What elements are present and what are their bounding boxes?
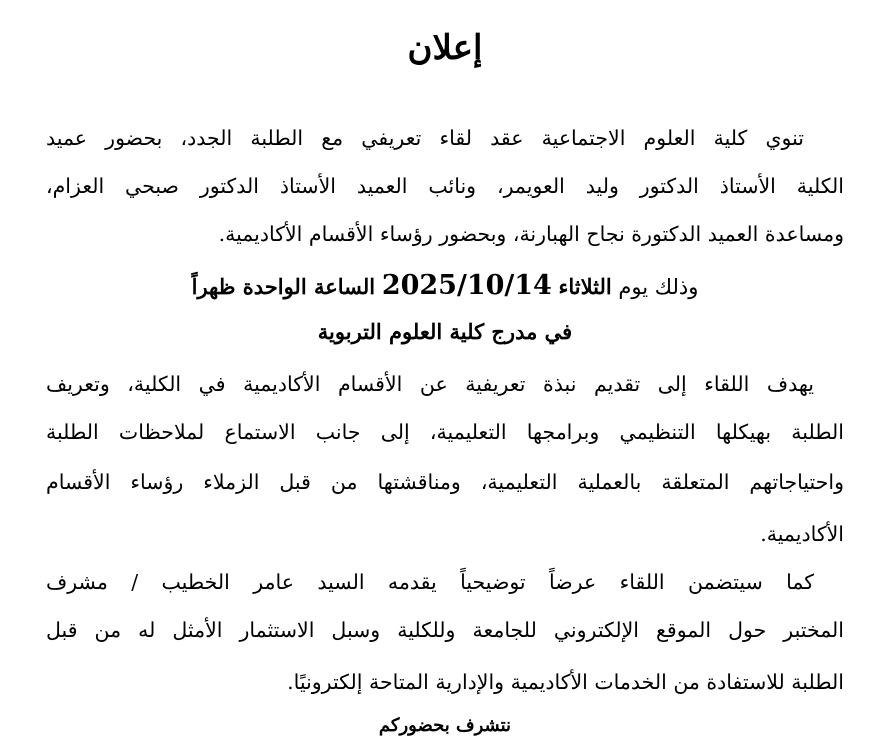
paragraph1-line1: تنوي كلية العلوم الاجتماعية عقد لقاء تعريفي مع الطلبة الجدد، بحضور عميد bbox=[46, 126, 804, 150]
paragraph3-line1: كما سيتضمن اللقاء عرضاً توضيحياً يقدمه السيد عامر الخطيب / مشرف bbox=[46, 570, 814, 594]
page-title: إعلان bbox=[407, 28, 483, 68]
schedule-day: الثلاثاء bbox=[558, 274, 612, 299]
paragraph1-line3: ومساعدة العميد الدكتورة نجاح الهبارنة، وبحضور رؤساء الأقسام الأكاديمية. bbox=[218, 222, 844, 246]
paragraph2-line1: يهدف اللقاء إلى تقديم نبذة تعريفية عن الأقسام الأكاديمية في الكلية، وتعريف bbox=[46, 372, 814, 396]
schedule-time: الساعة الواحدة ظهراً bbox=[191, 274, 376, 299]
schedule-line bbox=[0, 266, 890, 307]
paragraph2-line3: واحتياجاتهم المتعلقة بالعملية التعليمية، ومناقشتها من قبل الزملاء رؤساء الأقسام bbox=[46, 470, 844, 494]
venue-line: في مدرج كلية العلوم التربوية bbox=[317, 319, 573, 344]
paragraph2-line2: الطلبة بهيكلها التنظيمي وبرامجها التعليمية، إلى جانب الاستماع لملاحظات الطلبة bbox=[46, 420, 844, 444]
closing-line: نتشرف بحضوركم bbox=[378, 715, 512, 736]
paragraph2-line4: الأكاديمية. bbox=[760, 522, 844, 546]
paragraph3-line2: المختبر حول الموقع الإلكتروني للجامعة وللكلية وسبل الاستثمار الأمثل له من قبل bbox=[46, 618, 844, 642]
schedule-prefix: وذلك يوم bbox=[618, 275, 699, 299]
schedule-date: 2025/10/14 bbox=[381, 270, 552, 301]
paragraph1-line2: الكلية الأستاذ الدكتور وليد العويمر، ونائب العميد الأستاذ الدكتور صبحي العزام، bbox=[46, 174, 844, 198]
paragraph3-line3: الطلبة للاستفادة من الخدمات الأكاديمية والإدارية المتاحة إلكترونيًا. bbox=[287, 670, 844, 694]
